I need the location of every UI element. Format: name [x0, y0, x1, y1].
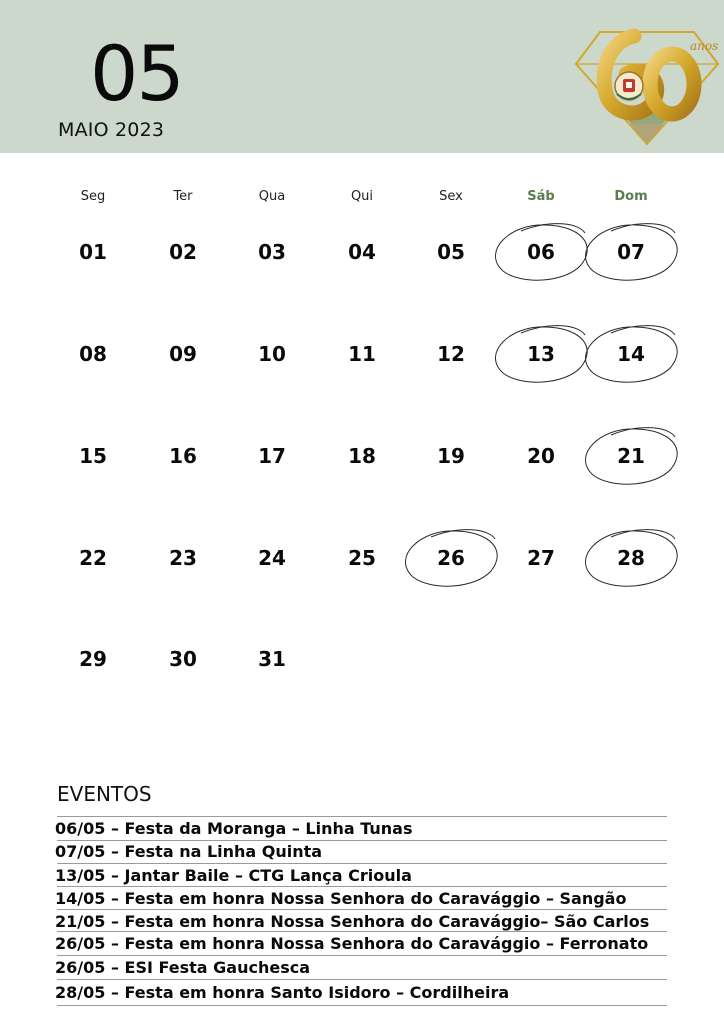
event-rule-line — [57, 909, 667, 910]
event-item: 07/05 – Festa na Linha Quinta — [55, 842, 323, 861]
weekday-label: Qua — [258, 189, 286, 204]
day-23: 23 — [169, 546, 197, 570]
digit-zero — [650, 54, 694, 114]
day-30: 30 — [169, 647, 197, 671]
day-24: 24 — [258, 546, 286, 570]
event-item: 14/05 – Festa em honra Nossa Senhora do Caravággio – Sangão — [55, 889, 627, 908]
day-10: 10 — [258, 342, 286, 366]
event-rule-line — [57, 931, 667, 932]
day-18: 18 — [348, 444, 376, 468]
day-04: 04 — [348, 240, 376, 264]
day-07: 07 — [617, 240, 645, 264]
event-rule-line — [57, 840, 667, 841]
event-item: 13/05 – Jantar Baile – CTG Lança Crioula — [55, 866, 412, 885]
day-11: 11 — [348, 342, 376, 366]
event-rule-line — [57, 955, 667, 956]
day-31: 31 — [258, 647, 286, 671]
day-26: 26 — [437, 546, 465, 570]
60-anos-logo — [572, 24, 722, 146]
day-17: 17 — [258, 444, 286, 468]
month-number: 05 — [90, 29, 183, 118]
weekday-label: Sex — [439, 189, 463, 204]
month-year-label: MAIO 2023 — [58, 119, 165, 141]
day-03: 03 — [258, 240, 286, 264]
day-20: 20 — [527, 444, 555, 468]
day-08: 08 — [79, 342, 107, 366]
event-item: 28/05 – Festa em honra Santo Isidoro – Cordilheira — [55, 983, 510, 1002]
day-27: 27 — [527, 546, 555, 570]
day-16: 16 — [169, 444, 197, 468]
event-item: 21/05 – Festa em honra Nossa Senhora do Caravággio– São Carlos — [55, 912, 650, 931]
logo-anos-text: anos — [690, 39, 719, 53]
day-29: 29 — [79, 647, 107, 671]
event-rule-line — [57, 1005, 667, 1006]
day-01: 01 — [79, 240, 107, 264]
day-28: 28 — [617, 546, 645, 570]
event-rule-line — [57, 979, 667, 980]
day-02: 02 — [169, 240, 197, 264]
day-06: 06 — [527, 240, 555, 264]
event-rule-line — [57, 886, 667, 887]
weekday-label: Ter — [173, 189, 193, 204]
day-14: 14 — [617, 342, 645, 366]
day-15: 15 — [79, 444, 107, 468]
event-rule-line — [57, 816, 667, 817]
day-12: 12 — [437, 342, 465, 366]
day-21: 21 — [617, 444, 645, 468]
event-item: 06/05 – Festa da Moranga – Linha Tunas — [55, 819, 413, 838]
weekday-label: Sáb — [527, 189, 555, 204]
weekday-label: Seg — [80, 189, 106, 204]
weekday-label: Dom — [614, 189, 648, 204]
day-09: 09 — [169, 342, 197, 366]
day-05: 05 — [437, 240, 465, 264]
weekday-label: Qui — [350, 189, 374, 204]
day-25: 25 — [348, 546, 376, 570]
event-rule-line — [57, 863, 667, 864]
day-19: 19 — [437, 444, 465, 468]
day-13: 13 — [527, 342, 555, 366]
event-item: 26/05 – ESI Festa Gauchesca — [55, 958, 311, 977]
event-item: 26/05 – Festa em honra Nossa Senhora do Caravággio – Ferronato — [55, 934, 649, 953]
events-title: EVENTOS — [57, 782, 152, 806]
day-22: 22 — [79, 546, 107, 570]
